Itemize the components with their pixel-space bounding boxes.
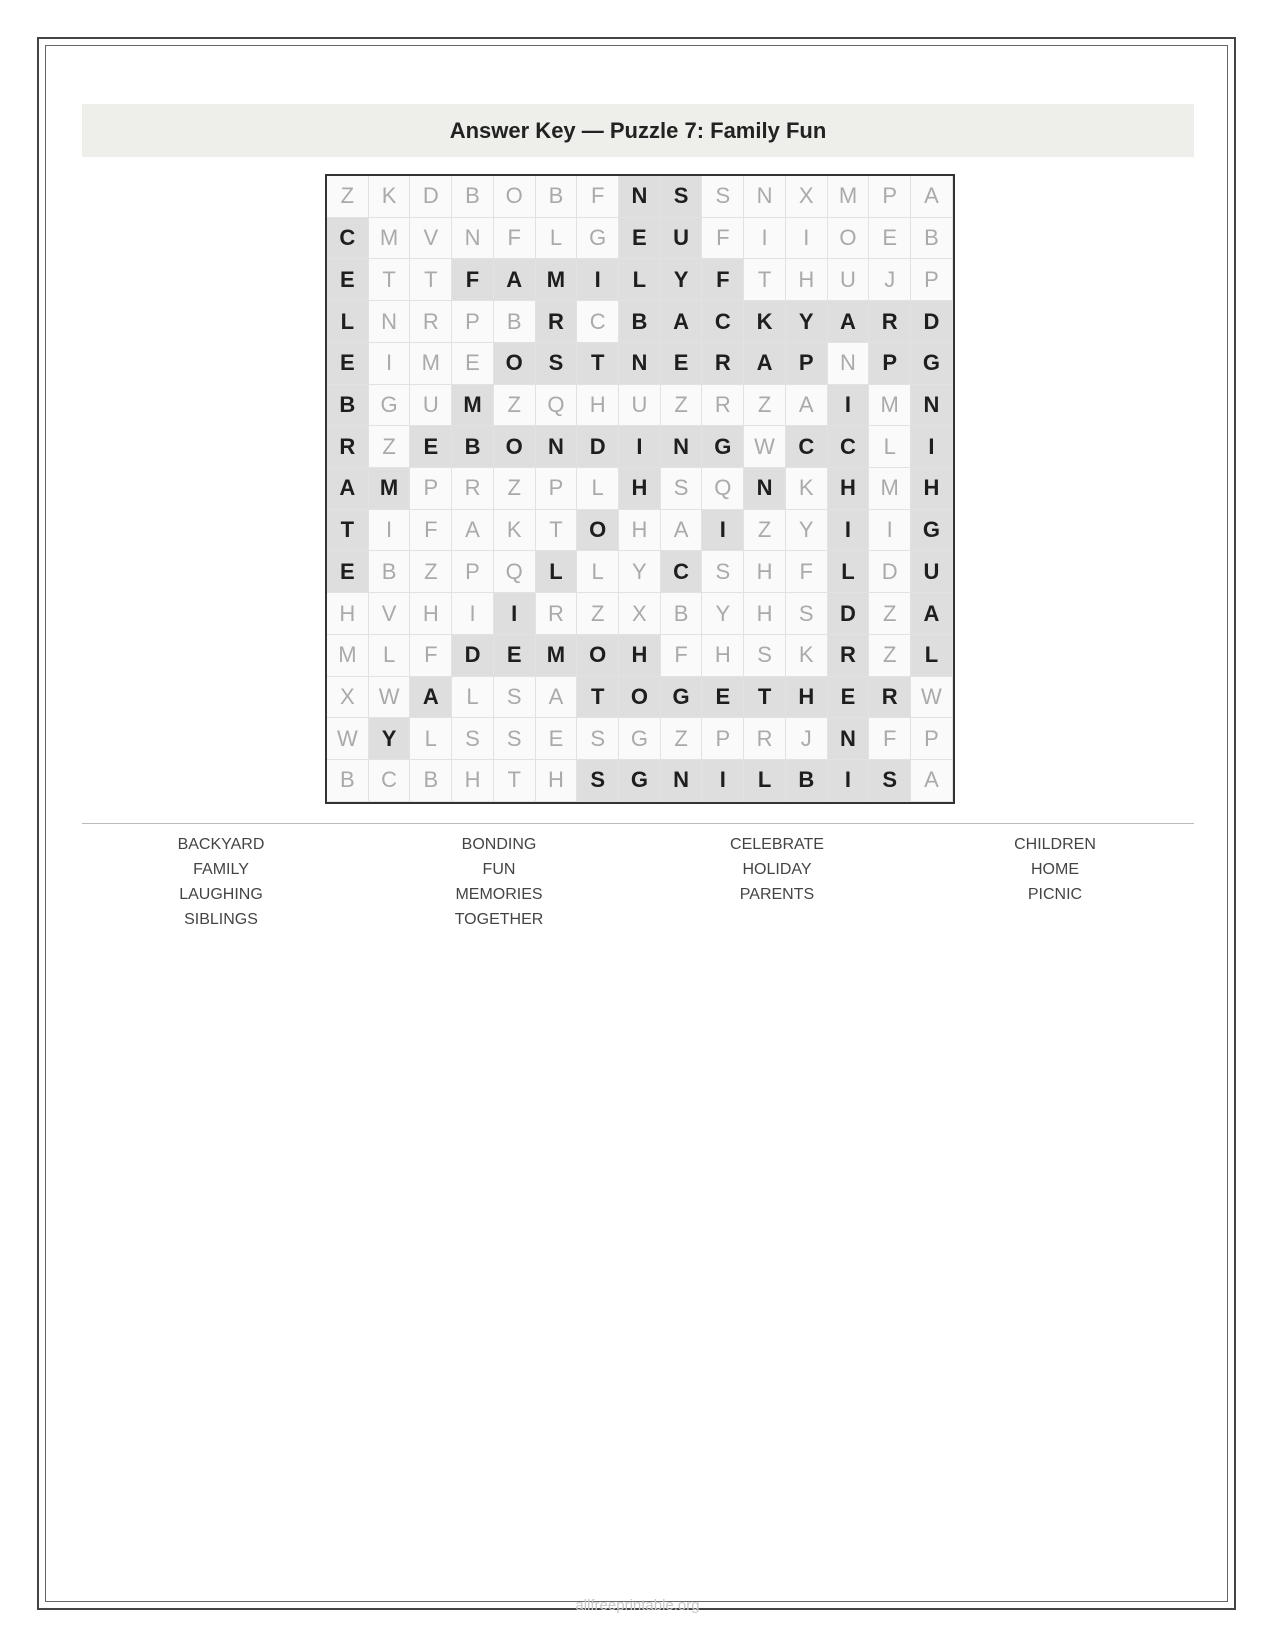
grid-cell: P [452,301,494,343]
grid-cell: I [369,343,411,385]
grid-cell: L [744,760,786,802]
grid-cell: A [911,593,953,635]
grid-cell: C [327,218,369,260]
grid-cell: C [369,760,411,802]
grid-cell: U [828,259,870,301]
grid-cell: B [619,301,661,343]
grid-cell: W [911,677,953,719]
grid-cell: R [869,301,911,343]
grid-cell: I [828,385,870,427]
grid-cell: S [702,176,744,218]
grid-cell: E [869,218,911,260]
grid-cell: D [452,635,494,677]
grid-cell: S [452,718,494,760]
grid-cell: N [744,176,786,218]
grid-cell: G [577,218,619,260]
grid-cell: U [619,385,661,427]
grid-cell: E [661,343,703,385]
grid-cell: M [828,176,870,218]
grid-cell: S [661,176,703,218]
grid-cell: I [702,510,744,552]
grid-cell: U [911,551,953,593]
grid-cell: M [369,218,411,260]
grid-cell: S [702,551,744,593]
grid-cell: C [702,301,744,343]
grid-cell: D [410,176,452,218]
grid-cell: K [786,468,828,510]
grid-cell: A [452,510,494,552]
grid-cell: H [786,259,828,301]
grid-cell: H [536,760,578,802]
grid-cell: M [369,468,411,510]
grid-cell: T [369,259,411,301]
grid-cell: M [536,635,578,677]
grid-cell: N [619,343,661,385]
grid-cell: H [911,468,953,510]
grid-cell: P [452,551,494,593]
grid-cell: Q [702,468,744,510]
word-list-item: HOLIDAY [742,861,812,878]
grid-cell: M [869,385,911,427]
grid-cell: Y [702,593,744,635]
word-list-item: SIBLINGS [184,911,258,928]
grid-cell: A [744,343,786,385]
grid-cell: G [702,426,744,468]
grid-cell: D [911,301,953,343]
grid-cell: C [786,426,828,468]
grid-cell: R [410,301,452,343]
grid-cell: A [410,677,452,719]
grid-cell: I [702,760,744,802]
grid-cell: R [702,343,744,385]
grid-cell: I [828,510,870,552]
footer-watermark: allfreeprintable.org [575,1597,700,1614]
grid-cell: X [786,176,828,218]
grid-cell: H [702,635,744,677]
grid-cell: L [911,635,953,677]
grid-cell: W [744,426,786,468]
grid-cell: F [661,635,703,677]
grid-cell: H [786,677,828,719]
grid-cell: K [494,510,536,552]
grid-cell: N [619,176,661,218]
grid-cell: I [828,760,870,802]
grid-cell: R [536,593,578,635]
grid-cell: B [327,385,369,427]
grid-cell: F [786,551,828,593]
word-list-item: MEMORIES [455,886,543,903]
grid-cell: Y [369,718,411,760]
word-list-item: CHILDREN [1014,836,1096,853]
grid-cell: U [410,385,452,427]
grid-cell: F [494,218,536,260]
grid-cell: Z [494,385,536,427]
title-bar [82,104,1194,157]
grid-cell: B [410,760,452,802]
divider [82,823,1194,824]
grid-cell: S [577,760,619,802]
grid-cell: B [327,760,369,802]
grid-cell: Z [661,385,703,427]
grid-cell: S [536,343,578,385]
grid-cell: Q [536,385,578,427]
word-list-item: PICNIC [1027,886,1083,903]
grid-cell: R [828,635,870,677]
grid-cell: L [536,551,578,593]
word-list-item: CELEBRATE [730,836,824,853]
grid-cell: T [577,343,619,385]
grid-cell: J [869,259,911,301]
grid-cell: E [702,677,744,719]
word-list-item: FAMILY [193,861,249,878]
grid-cell: P [536,468,578,510]
grid-cell: E [327,551,369,593]
grid-cell: W [369,677,411,719]
grid-cell: R [327,426,369,468]
grid-cell: I [452,593,494,635]
grid-cell: I [369,510,411,552]
grid-cell: G [661,677,703,719]
grid-cell: C [661,551,703,593]
grid-cell: F [702,259,744,301]
grid-cell: E [619,218,661,260]
grid-cell: L [869,426,911,468]
grid-cell: C [828,426,870,468]
grid-cell: I [869,510,911,552]
grid-cell: H [410,593,452,635]
grid-cell: O [619,677,661,719]
grid-cell: B [452,426,494,468]
grid-cell: P [786,343,828,385]
grid-cell: P [911,259,953,301]
grid-cell: V [410,218,452,260]
grid-cell: N [911,385,953,427]
grid-cell: T [577,677,619,719]
grid-cell: N [536,426,578,468]
grid-cell: I [786,218,828,260]
grid-cell: B [369,551,411,593]
grid-cell: R [869,677,911,719]
word-list-item: PARENTS [739,886,815,903]
grid-cell: H [744,551,786,593]
grid-cell: E [536,718,578,760]
grid-cell: P [869,343,911,385]
grid-cell: F [452,259,494,301]
grid-cell: F [577,176,619,218]
word-list-item: BACKYARD [177,836,265,853]
grid-cell: F [702,218,744,260]
grid-cell: O [828,218,870,260]
grid-cell: O [494,426,536,468]
grid-cell: A [911,176,953,218]
grid-cell: T [744,677,786,719]
grid-cell: F [410,635,452,677]
grid-cell: D [577,426,619,468]
grid-cell: Z [410,551,452,593]
grid-cell: H [452,760,494,802]
grid-cell: G [911,510,953,552]
grid-cell: N [828,718,870,760]
grid-cell: W [327,718,369,760]
grid-cell: A [786,385,828,427]
grid-cell: N [661,760,703,802]
grid-cell: Y [619,551,661,593]
grid-cell: N [661,426,703,468]
grid-cell: E [452,343,494,385]
grid-cell: O [494,343,536,385]
grid-cell: I [619,426,661,468]
grid-cell: G [619,760,661,802]
grid-cell: H [577,385,619,427]
grid-cell: N [369,301,411,343]
grid-cell: G [369,385,411,427]
grid-cell: L [452,677,494,719]
grid-cell: S [869,760,911,802]
grid-cell: Z [869,593,911,635]
grid-cell: R [536,301,578,343]
grid-cell: M [869,468,911,510]
grid-cell: B [911,218,953,260]
grid-cell: G [911,343,953,385]
grid-cell: B [494,301,536,343]
grid-cell: P [410,468,452,510]
grid-cell: J [786,718,828,760]
grid-cell: F [410,510,452,552]
grid-cell: Q [494,551,536,593]
word-list-item: BONDING [461,836,537,853]
grid-cell: T [327,510,369,552]
word-list-item: LAUGHING [179,886,263,903]
grid-cell: R [702,385,744,427]
grid-cell: L [369,635,411,677]
page-title: Answer Key — Puzzle 7: Family Fun [449,117,827,143]
grid-cell: R [744,718,786,760]
grid-cell: N [744,468,786,510]
grid-cell: T [744,259,786,301]
grid-cell: T [536,510,578,552]
grid-cell: E [327,343,369,385]
grid-cell: H [619,510,661,552]
grid-cell: H [619,468,661,510]
word-list-item: FUN [482,861,516,878]
grid-cell: X [327,677,369,719]
grid-cell: B [536,176,578,218]
grid-cell: Z [744,510,786,552]
grid-cell: E [828,677,870,719]
grid-cell: P [869,176,911,218]
grid-cell: S [661,468,703,510]
grid-cell: L [536,218,578,260]
grid-cell: H [828,468,870,510]
grid-cell: O [577,635,619,677]
grid-cell: Z [494,468,536,510]
word-list-item: HOME [1031,861,1079,878]
grid-cell: P [702,718,744,760]
grid-cell: L [577,468,619,510]
word-list-item: TOGETHER [454,911,544,928]
grid-cell: Z [577,593,619,635]
grid-cell: A [911,760,953,802]
grid-cell: K [786,635,828,677]
word-list [82,835,1194,930]
grid-cell: H [327,593,369,635]
grid-cell: X [619,593,661,635]
grid-cell: B [452,176,494,218]
grid-cell: O [577,510,619,552]
grid-cell: B [661,593,703,635]
grid-cell: Z [327,176,369,218]
grid-cell: M [410,343,452,385]
grid-cell: O [494,176,536,218]
grid-cell: A [828,301,870,343]
grid-cell: A [536,677,578,719]
grid-cell: S [744,635,786,677]
grid-cell: N [828,343,870,385]
grid-cell: K [369,176,411,218]
grid-cell: Z [869,635,911,677]
grid-cell: Z [661,718,703,760]
grid-cell: I [577,259,619,301]
grid-cell: I [744,218,786,260]
grid-cell: L [828,551,870,593]
grid-cell: A [494,259,536,301]
grid-cell: H [744,593,786,635]
grid-cell: L [410,718,452,760]
grid-cell: P [911,718,953,760]
grid-cell: R [452,468,494,510]
grid-cell: C [577,301,619,343]
grid-cell: M [327,635,369,677]
grid-cell: I [494,593,536,635]
grid-cell: H [619,635,661,677]
grid-cell: F [869,718,911,760]
grid-cell: B [786,760,828,802]
grid-cell: Y [661,259,703,301]
grid-cell: V [369,593,411,635]
grid-cell: Z [369,426,411,468]
grid-cell: D [828,593,870,635]
grid-cell: S [494,677,536,719]
grid-cell: D [869,551,911,593]
grid-cell: U [661,218,703,260]
grid-cell: Y [786,510,828,552]
grid-cell: E [327,259,369,301]
grid-cell: E [410,426,452,468]
word-search-grid [325,174,955,804]
grid-cell: M [452,385,494,427]
grid-cell: Y [786,301,828,343]
grid-cell: L [327,301,369,343]
grid-cell: G [619,718,661,760]
grid-cell: M [536,259,578,301]
grid-cell: S [786,593,828,635]
grid-cell: A [661,510,703,552]
grid-cell: T [410,259,452,301]
grid-cell: E [494,635,536,677]
grid-cell: Z [744,385,786,427]
grid-cell: S [494,718,536,760]
grid-cell: S [577,718,619,760]
grid-cell: K [744,301,786,343]
grid-cell: I [911,426,953,468]
grid-cell: T [494,760,536,802]
grid-cell: A [327,468,369,510]
grid-cell: L [619,259,661,301]
grid-cell: N [452,218,494,260]
grid-cell: A [661,301,703,343]
grid-cell: L [577,551,619,593]
